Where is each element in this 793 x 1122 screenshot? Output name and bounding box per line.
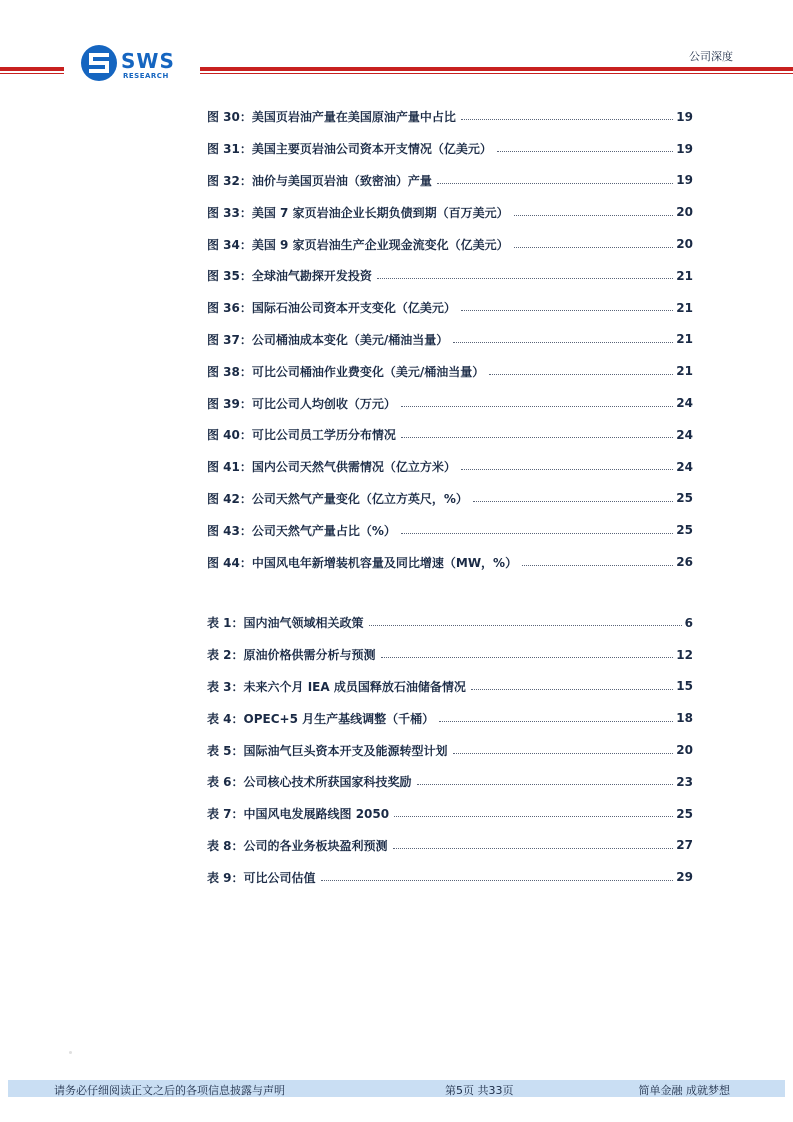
figure-entry-label: 图 37：公司桶油成本变化（美元/桶油当量）: [207, 332, 449, 347]
figure-entry-page-number: 25: [676, 491, 693, 506]
figure-entry-page-number: 20: [676, 205, 693, 220]
figure-entry-label: 图 39：可比公司人均创收（万元）: [207, 396, 396, 411]
dot-leader: [417, 784, 674, 785]
dot-leader: [461, 310, 673, 311]
table-entry[interactable]: [207, 607, 693, 639]
page-footer: [8, 1080, 785, 1097]
figure-entry-label: 图 38：可比公司桶油作业费变化（美元/桶油当量）: [207, 364, 485, 379]
figure-entry-label: 图 41：国内公司天然气供需情况（亿立方米）: [207, 460, 456, 475]
figure-entry[interactable]: [207, 228, 693, 260]
figure-entry[interactable]: [207, 260, 693, 292]
table-entry-label: 表 3：未来六个月 IEA 成员国释放石油储备情况: [207, 679, 466, 694]
table-entry-page-number: 15: [676, 679, 693, 694]
table-entry[interactable]: [207, 702, 693, 734]
header-rule-right: [200, 66, 793, 76]
sws-logo-icon: [80, 44, 118, 82]
footer-disclaimer: 请务必仔细阅读正文之后的各项信息披露与声明: [54, 1084, 285, 1097]
figure-entry-label: 图 33：美国 7 家页岩油企业长期负债到期（百万美元）: [207, 205, 509, 220]
footer-slogan: 简单金融 成就梦想: [638, 1084, 730, 1097]
table-entry[interactable]: [207, 734, 693, 766]
figure-entry-page-number: 21: [676, 332, 693, 347]
figure-entry-page-number: 24: [676, 396, 693, 411]
footer-page-number: 第5页 共33页: [445, 1084, 514, 1097]
table-entry-page-number: 25: [676, 806, 693, 821]
figure-list: [207, 101, 693, 578]
figure-entry-page-number: 26: [676, 555, 693, 570]
table-entry-label: 表 7：中国风电发展路线图 2050: [207, 807, 390, 822]
figure-entry[interactable]: [207, 451, 693, 483]
figure-entry[interactable]: [207, 546, 693, 578]
table-entry[interactable]: [207, 671, 693, 703]
table-entry[interactable]: [207, 639, 693, 671]
figure-entry-page-number: 19: [676, 109, 693, 124]
table-entry-page-number: 29: [676, 870, 693, 885]
table-entry[interactable]: [207, 861, 693, 893]
figure-entry-page-number: 21: [676, 300, 693, 315]
dot-leader: [437, 183, 673, 184]
table-list: [207, 607, 693, 893]
figure-entry-label: 图 30：美国页岩油产量在美国原油产量中占比: [207, 110, 456, 125]
dot-leader: [453, 753, 674, 754]
table-entry-page-number: 6: [684, 615, 693, 630]
dot-leader: [439, 721, 673, 722]
figure-entry[interactable]: [207, 165, 693, 197]
dot-leader: [489, 374, 673, 375]
table-entry-label: 表 2：原油价格供需分析与预测: [207, 648, 376, 663]
figure-entry-label: 图 31：美国主要页岩油公司资本开支情况（亿美元）: [207, 142, 492, 157]
dot-leader: [514, 215, 674, 216]
dot-leader: [321, 880, 674, 881]
dot-leader: [473, 501, 673, 502]
figure-entry-label: 图 35：全球油气勘探开发投资: [207, 269, 372, 284]
dot-leader: [377, 278, 673, 279]
table-entry-label: 表 5：国际油气巨头资本开支及能源转型计划: [207, 743, 448, 758]
dot-leader: [461, 469, 673, 470]
header-rule-left: [0, 66, 64, 76]
figure-entry[interactable]: [207, 292, 693, 324]
dot-leader: [401, 406, 673, 407]
figure-entry-page-number: 20: [676, 237, 693, 252]
figure-entry-label: 图 34：美国 9 家页岩油生产企业现金流变化（亿美元）: [207, 237, 509, 252]
dot-leader: [369, 625, 682, 626]
figure-entry[interactable]: [207, 101, 693, 133]
dot-leader: [394, 816, 673, 817]
figure-entry-label: 图 44：中国风电年新增装机容量及同比增速（MW，%）: [207, 555, 518, 570]
figure-entry-label: 图 32：油价与美国页岩油（致密油）产量: [207, 173, 432, 188]
table-entry[interactable]: [207, 830, 693, 862]
table-entry[interactable]: [207, 798, 693, 830]
figure-entry[interactable]: [207, 355, 693, 387]
table-entry-page-number: 12: [676, 647, 693, 662]
figure-entry[interactable]: [207, 196, 693, 228]
dot-leader: [401, 533, 673, 534]
figure-entry-label: 图 43：公司天然气产量占比（%）: [207, 523, 396, 538]
table-entry-label: 表 8：公司的各业务板块盈利预测: [207, 838, 388, 853]
table-entry-label: 表 6：公司核心技术所获国家科技奖励: [207, 775, 412, 790]
table-entry-label: 表 4：OPEC+5 月生产基线调整（千桶）: [207, 711, 435, 726]
dot-leader: [514, 247, 674, 248]
figure-entry[interactable]: [207, 483, 693, 515]
figure-entry-label: 图 42：公司天然气产量变化（亿立方英尺，%）: [207, 491, 468, 506]
figure-entry-label: 图 40：可比公司员工学历分布情况: [207, 428, 396, 443]
dot-leader: [381, 657, 674, 658]
figure-entry-page-number: 21: [676, 268, 693, 283]
page-header: [0, 0, 793, 90]
figure-entry-page-number: 19: [676, 141, 693, 156]
dot-leader: [453, 342, 673, 343]
decorative-dot: [69, 1051, 72, 1054]
figure-entry[interactable]: [207, 133, 693, 165]
figure-entry-page-number: 21: [676, 364, 693, 379]
table-entry[interactable]: [207, 766, 693, 798]
figure-entry-page-number: 24: [676, 459, 693, 474]
table-entry-label: 表 9：可比公司估值: [207, 870, 316, 885]
figure-entry[interactable]: [207, 324, 693, 356]
figure-entry-page-number: 25: [676, 523, 693, 538]
logo-text: SWS: [121, 49, 175, 73]
table-entry-label: 表 1：国内油气领域相关政策: [207, 616, 364, 631]
dot-leader: [471, 689, 673, 690]
document-type: 公司深度: [689, 50, 733, 63]
figure-entry[interactable]: [207, 514, 693, 546]
dot-leader: [401, 437, 673, 438]
dot-leader: [497, 151, 673, 152]
table-entry-page-number: 20: [676, 743, 693, 758]
dot-leader: [522, 565, 673, 566]
sws-logo: [80, 44, 190, 82]
figure-entry-page-number: 24: [676, 427, 693, 442]
figure-entry[interactable]: [207, 387, 693, 419]
figure-entry-page-number: 19: [676, 173, 693, 188]
dot-leader: [393, 848, 674, 849]
dot-leader: [461, 119, 673, 120]
figure-entry-label: 图 36：国际石油公司资本开支变化（亿美元）: [207, 301, 456, 316]
table-entry-page-number: 23: [676, 774, 693, 789]
figure-entry[interactable]: [207, 419, 693, 451]
logo-subtext: RESEARCH: [123, 72, 169, 80]
table-entry-page-number: 18: [676, 711, 693, 726]
table-entry-page-number: 27: [676, 838, 693, 853]
